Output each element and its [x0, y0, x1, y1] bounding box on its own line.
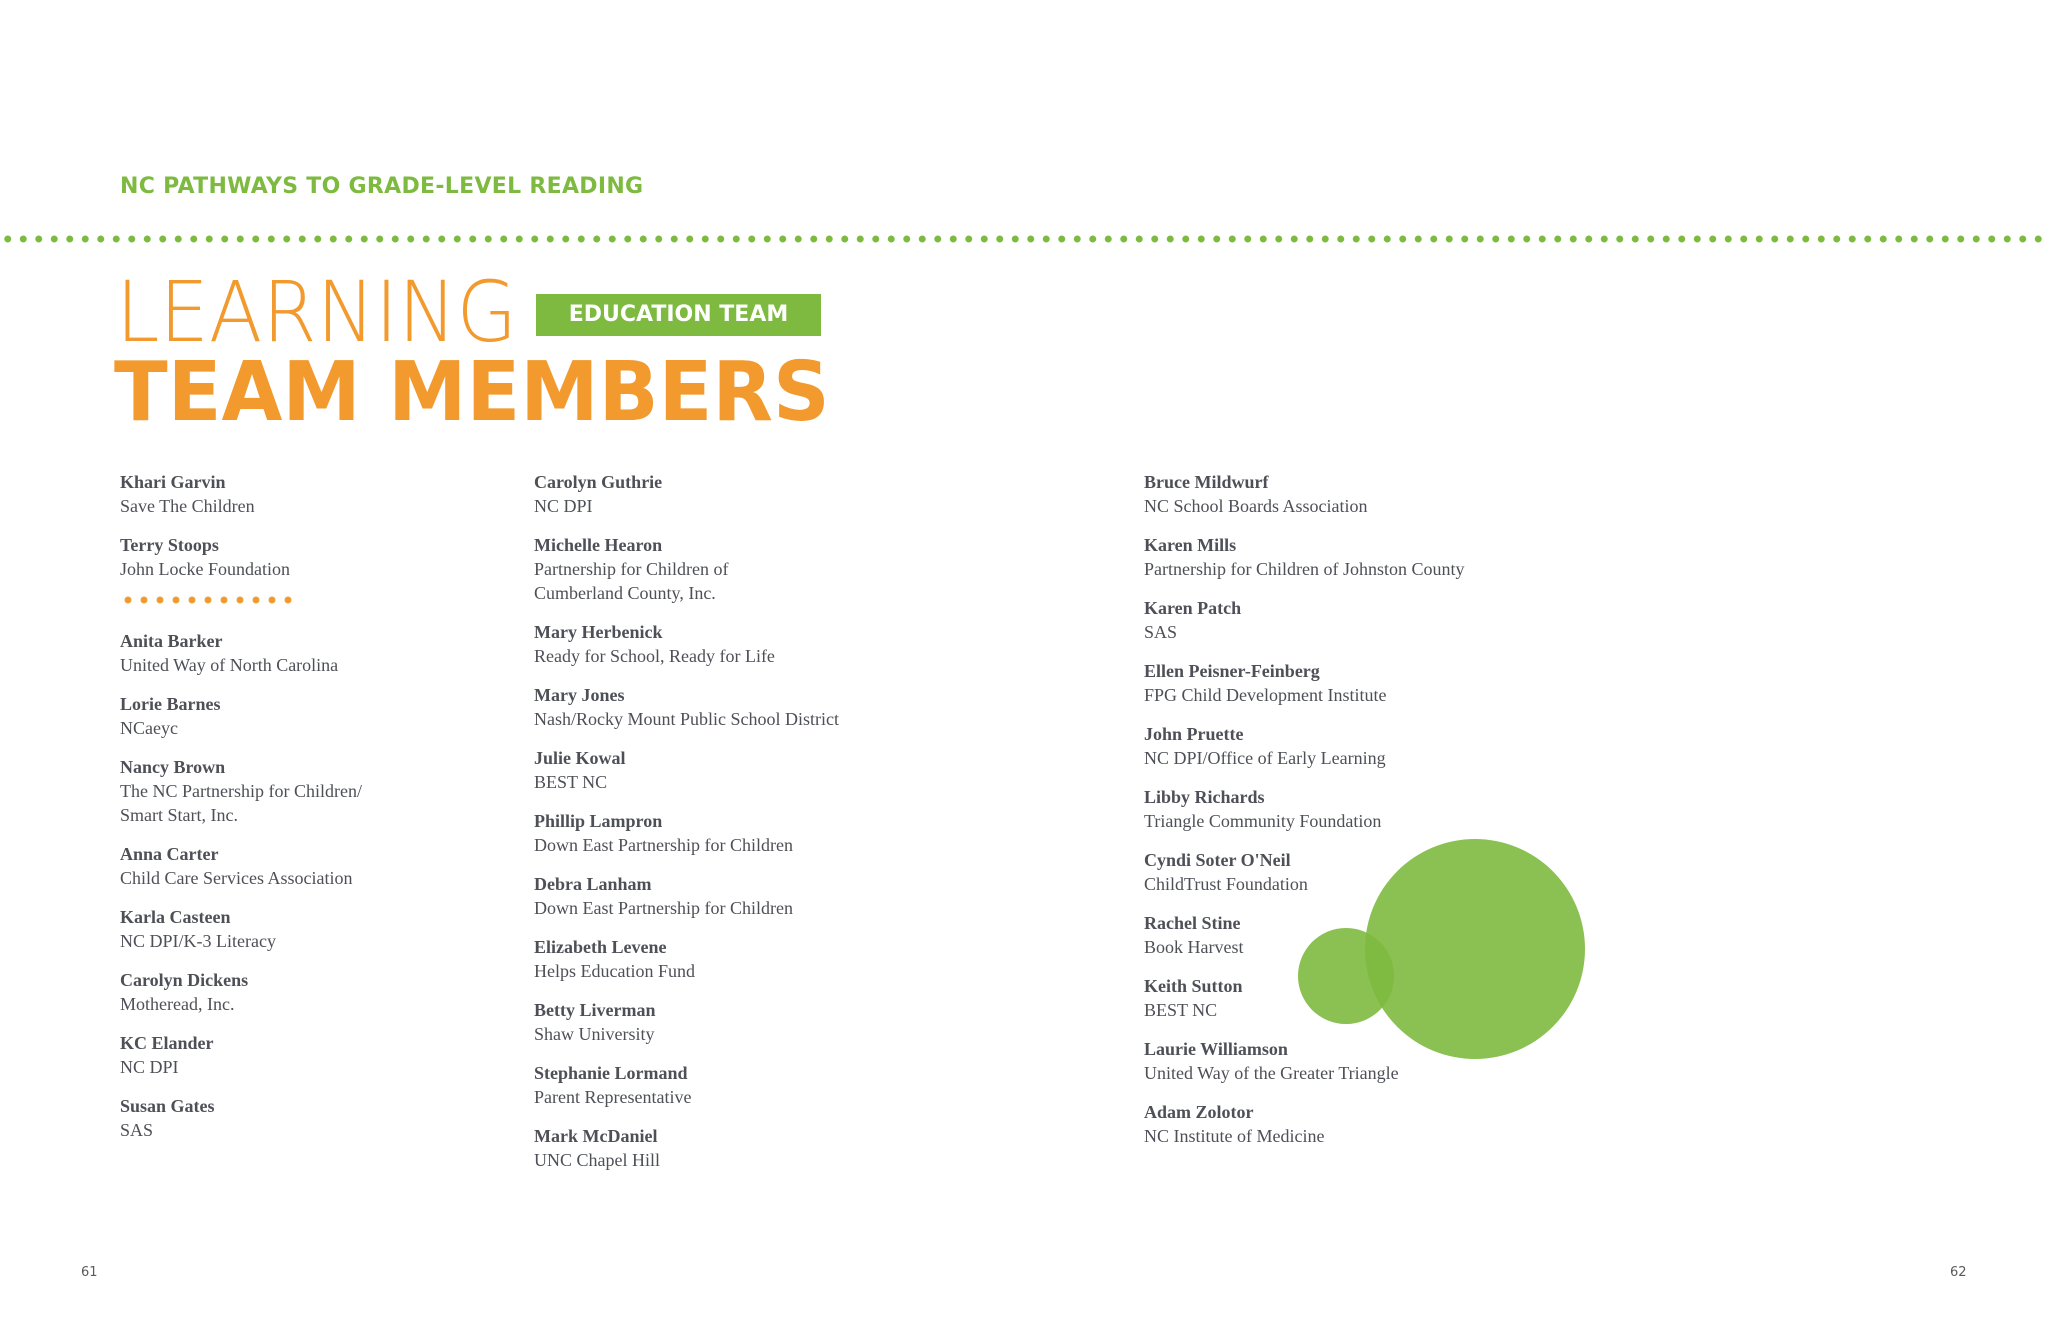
member-entry: [1144, 596, 1644, 644]
page-title-line1: LEARNING: [116, 263, 518, 361]
member-entry: [120, 905, 480, 953]
member-organization: Partnership for Children of Cumberland County, Inc.: [534, 559, 729, 603]
member-entry: [1144, 1100, 1644, 1148]
member-name: Carolyn Dickens: [120, 970, 249, 990]
member-entry: [534, 872, 1034, 920]
member-entry: [534, 935, 1034, 983]
member-organization: Nash/Rocky Mount Public School District: [534, 709, 839, 729]
member-entry: [534, 746, 1034, 794]
members-column-2: [534, 470, 1034, 1187]
member-organization: NC School Boards Association: [1144, 496, 1368, 516]
decorative-circles: [1290, 830, 1590, 1060]
member-organization: Helps Education Fund: [534, 961, 695, 981]
member-organization: NCaeyc: [120, 718, 178, 738]
member-organization: Shaw University: [534, 1024, 655, 1044]
member-name: Keith Sutton: [1144, 976, 1243, 996]
member-entry: [1144, 533, 1644, 581]
member-organization: Partnership for Children of Johnston County: [1144, 559, 1465, 579]
running-header: NC PATHWAYS TO GRADE-LEVEL READING: [120, 174, 644, 199]
member-name: Laurie Williamson: [1144, 1039, 1288, 1059]
member-organization: SAS: [1144, 622, 1178, 642]
education-team-badge: EDUCATION TEAM: [536, 294, 821, 336]
green-dotted-divider: [0, 235, 2048, 243]
member-entry: [120, 755, 480, 827]
member-organization: UNC Chapel Hill: [534, 1150, 660, 1170]
member-name: Stephanie Lormand: [534, 1063, 688, 1083]
member-entry: [534, 470, 1034, 518]
page-number-right: 62: [1950, 1265, 1967, 1280]
member-organization: NC DPI: [120, 1057, 179, 1077]
member-entry: [120, 470, 480, 518]
member-name: Mary Herbenick: [534, 622, 663, 642]
member-entry: [534, 998, 1034, 1046]
member-name: Khari Garvin: [120, 472, 226, 492]
page-title-line2: TEAM MEMBERS: [114, 345, 830, 440]
member-name: Bruce Mildwurf: [1144, 472, 1269, 492]
member-entry: [1144, 722, 1644, 770]
member-name: Carolyn Guthrie: [534, 472, 663, 492]
member-name: Betty Liverman: [534, 1000, 656, 1020]
member-name: Mark McDaniel: [534, 1126, 658, 1146]
member-name: Susan Gates: [120, 1096, 215, 1116]
member-name: Anna Carter: [120, 844, 219, 864]
small-green-circle: [1298, 928, 1394, 1024]
member-entry: [120, 842, 480, 890]
member-name: Adam Zolotor: [1144, 1102, 1254, 1122]
member-name: Elizabeth Levene: [534, 937, 667, 957]
members-column-1: [120, 470, 480, 1157]
page-number-left: 61: [81, 1265, 98, 1280]
member-entry: [534, 809, 1034, 857]
member-entry: [534, 1061, 1034, 1109]
member-organization: United Way of the Greater Triangle: [1144, 1063, 1399, 1083]
member-name: KC Elander: [120, 1033, 214, 1053]
member-entry: [534, 533, 1034, 605]
member-organization: John Locke Foundation: [120, 559, 290, 579]
member-organization: FPG Child Development Institute: [1144, 685, 1387, 705]
member-name: Julie Kowal: [534, 748, 626, 768]
member-entry: [120, 1031, 480, 1079]
member-organization: Parent Representative: [534, 1087, 692, 1107]
member-entry: [120, 1094, 480, 1142]
member-name: Phillip Lampron: [534, 811, 663, 831]
orange-dotted-divider: [120, 596, 300, 604]
member-name: Karen Patch: [1144, 598, 1242, 618]
member-organization: BEST NC: [1144, 1000, 1218, 1020]
member-entry: [120, 533, 480, 581]
member-name: Rachel Stine: [1144, 913, 1241, 933]
member-name: Debra Lanham: [534, 874, 652, 894]
member-entry: [1144, 785, 1644, 833]
member-organization: Down East Partnership for Children: [534, 835, 793, 855]
member-name: Karen Mills: [1144, 535, 1237, 555]
member-organization: Save The Children: [120, 496, 255, 516]
member-organization: SAS: [120, 1120, 154, 1140]
member-organization: NC DPI/K-3 Literacy: [120, 931, 276, 951]
member-organization: Child Care Services Association: [120, 868, 353, 888]
member-entry: [1144, 470, 1644, 518]
member-entry: [534, 620, 1034, 668]
member-organization: Book Harvest: [1144, 937, 1244, 957]
member-name: Lorie Barnes: [120, 694, 221, 714]
member-organization: The NC Partnership for Children/ Smart Start, Inc.: [120, 781, 362, 825]
member-name: Karla Casteen: [120, 907, 231, 927]
member-name: Nancy Brown: [120, 757, 226, 777]
large-green-circle: [1365, 839, 1585, 1059]
member-entry: [534, 1124, 1034, 1172]
member-organization: Ready for School, Ready for Life: [534, 646, 775, 666]
member-name: Michelle Hearon: [534, 535, 663, 555]
member-organization: Down East Partnership for Children: [534, 898, 793, 918]
member-organization: NC DPI: [534, 496, 593, 516]
member-name: Terry Stoops: [120, 535, 219, 555]
member-entry: [120, 692, 480, 740]
member-name: Anita Barker: [120, 631, 223, 651]
member-organization: NC Institute of Medicine: [1144, 1126, 1325, 1146]
member-organization: United Way of North Carolina: [120, 655, 339, 675]
member-entry: [120, 968, 480, 1016]
member-name: John Pruette: [1144, 724, 1244, 744]
member-name: Mary Jones: [534, 685, 625, 705]
member-organization: NC DPI/Office of Early Learning: [1144, 748, 1386, 768]
member-name: Ellen Peisner-Feinberg: [1144, 661, 1320, 681]
member-organization: Triangle Community Foundation: [1144, 811, 1382, 831]
member-name: Libby Richards: [1144, 787, 1265, 807]
member-entry: [120, 629, 480, 677]
member-organization: Motheread, Inc.: [120, 994, 235, 1014]
member-organization: ChildTrust Foundation: [1144, 874, 1308, 894]
member-entry: [534, 683, 1034, 731]
member-organization: BEST NC: [534, 772, 608, 792]
member-entry: [1144, 659, 1644, 707]
member-name: Cyndi Soter O'Neil: [1144, 850, 1291, 870]
